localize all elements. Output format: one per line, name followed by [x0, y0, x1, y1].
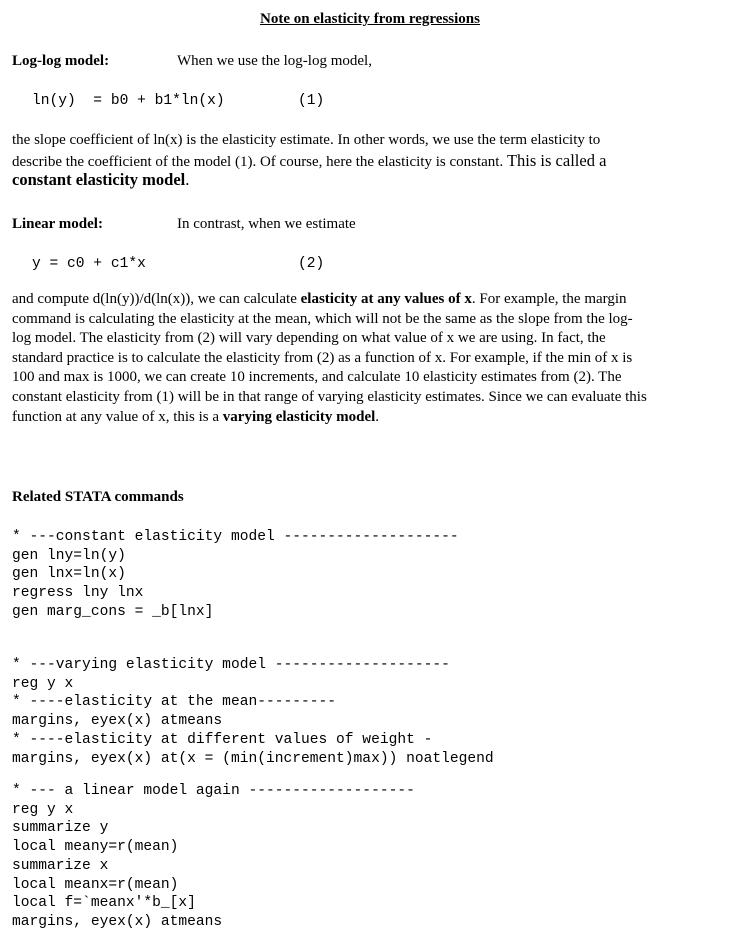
code-line: margins, eyex(x) at(x = (min(increment)max)) noatlegend	[12, 750, 494, 767]
code-line: margins, eyex(x) atmeans	[12, 913, 223, 930]
paragraph-line	[12, 349, 732, 369]
text-run: command is calculating the elasticity at the mean, which will not be the same as the slope from the log-	[12, 310, 633, 327]
code-block-constant	[12, 528, 459, 622]
text-run: standard practice is to calculate the elasticity from (2) as a function of x. For example, if the min of x is	[12, 349, 633, 366]
page-title: Note on elasticity from regressions	[260, 11, 480, 27]
loglog-eq-number: (1)	[298, 93, 325, 109]
paragraph-line	[12, 388, 732, 408]
code-line: gen lny=ln(y)	[12, 547, 126, 564]
text-run: function at any value of x, this is a	[12, 408, 223, 425]
loglog-intro: When we use the log-log model,	[177, 53, 372, 69]
loglog-equation: ln(y) = b0 + b1*ln(x)	[32, 93, 225, 109]
linear-paragraph	[12, 290, 732, 427]
text-run: log model. The elasticity from (2) will vary depending on what value of x we are using. In fact, the	[12, 330, 606, 347]
text-run: This is called a	[506, 150, 607, 170]
linear-label: Linear model:	[12, 216, 103, 232]
code-line: summarize y	[12, 820, 109, 837]
code-line: local meany=r(mean)	[12, 839, 179, 856]
bold-text: elasticity at any values of x	[300, 291, 472, 307]
code-line: gen marg_cons = _b[lnx]	[12, 603, 214, 620]
code-block-varying	[12, 656, 494, 768]
code-line: regress lny lnx	[12, 585, 144, 602]
paragraph-line	[12, 310, 732, 330]
paragraph-line	[12, 290, 732, 310]
code-line: * ----elasticity at different values of weight -	[12, 731, 433, 748]
linear-equation: y = c0 + c1*x	[32, 256, 146, 272]
paragraph-line	[12, 131, 732, 151]
text-run: constant elasticity from (1) will be in that range of varying elasticity estimates. Since we can evaluate this	[12, 388, 647, 405]
text-run: .	[375, 408, 380, 425]
paragraph-line	[12, 170, 732, 190]
code-line: * ---varying elasticity model --------------------	[12, 657, 450, 673]
code-block-linear	[12, 782, 415, 932]
text-run: .	[185, 170, 190, 190]
code-line: * ----elasticity at the mean---------	[12, 694, 337, 711]
text-run: describe the coefficient of the model (1). Of course, here the elasticity is constant.	[12, 153, 507, 170]
text-run: 100 and max is 1000, we can create 10 increments, and calculate 10 elasticity estimates from (2). The	[12, 369, 622, 386]
paragraph-line	[12, 408, 732, 428]
loglog-label: Log-log model:	[12, 53, 110, 69]
code-line: reg y x	[12, 801, 74, 818]
bold-text: constant elasticity model	[12, 170, 186, 190]
stata-heading: Related STATA commands	[12, 489, 184, 505]
paragraph-line	[12, 368, 732, 388]
code-line: margins, eyex(x) atmeans	[12, 713, 223, 730]
text-run: . For example, the margin	[471, 291, 627, 307]
code-line: gen lnx=ln(x)	[12, 566, 126, 583]
linear-eq-number: (2)	[298, 256, 325, 272]
code-line: local meanx=r(mean)	[12, 876, 179, 893]
text-run: the slope coefficient of ln(x) is the elasticity estimate. In other words, we use the term elasticity to	[12, 132, 601, 148]
code-line: * ---constant elasticity model --------------------	[12, 529, 459, 545]
code-line: reg y x	[12, 675, 74, 692]
bold-text: varying elasticity model	[222, 408, 376, 425]
code-line: * --- a linear model again -------------------	[12, 783, 415, 799]
paragraph-line	[12, 329, 732, 349]
paragraph-line	[12, 151, 732, 171]
linear-intro: In contrast, when we estimate	[177, 216, 356, 232]
code-line: local f=`meanx'*b_[x]	[12, 895, 196, 912]
loglog-paragraph	[12, 131, 732, 190]
text-run: and compute d(ln(y))/d(ln(x)), we can calculate	[12, 291, 301, 307]
code-line: summarize x	[12, 857, 109, 874]
